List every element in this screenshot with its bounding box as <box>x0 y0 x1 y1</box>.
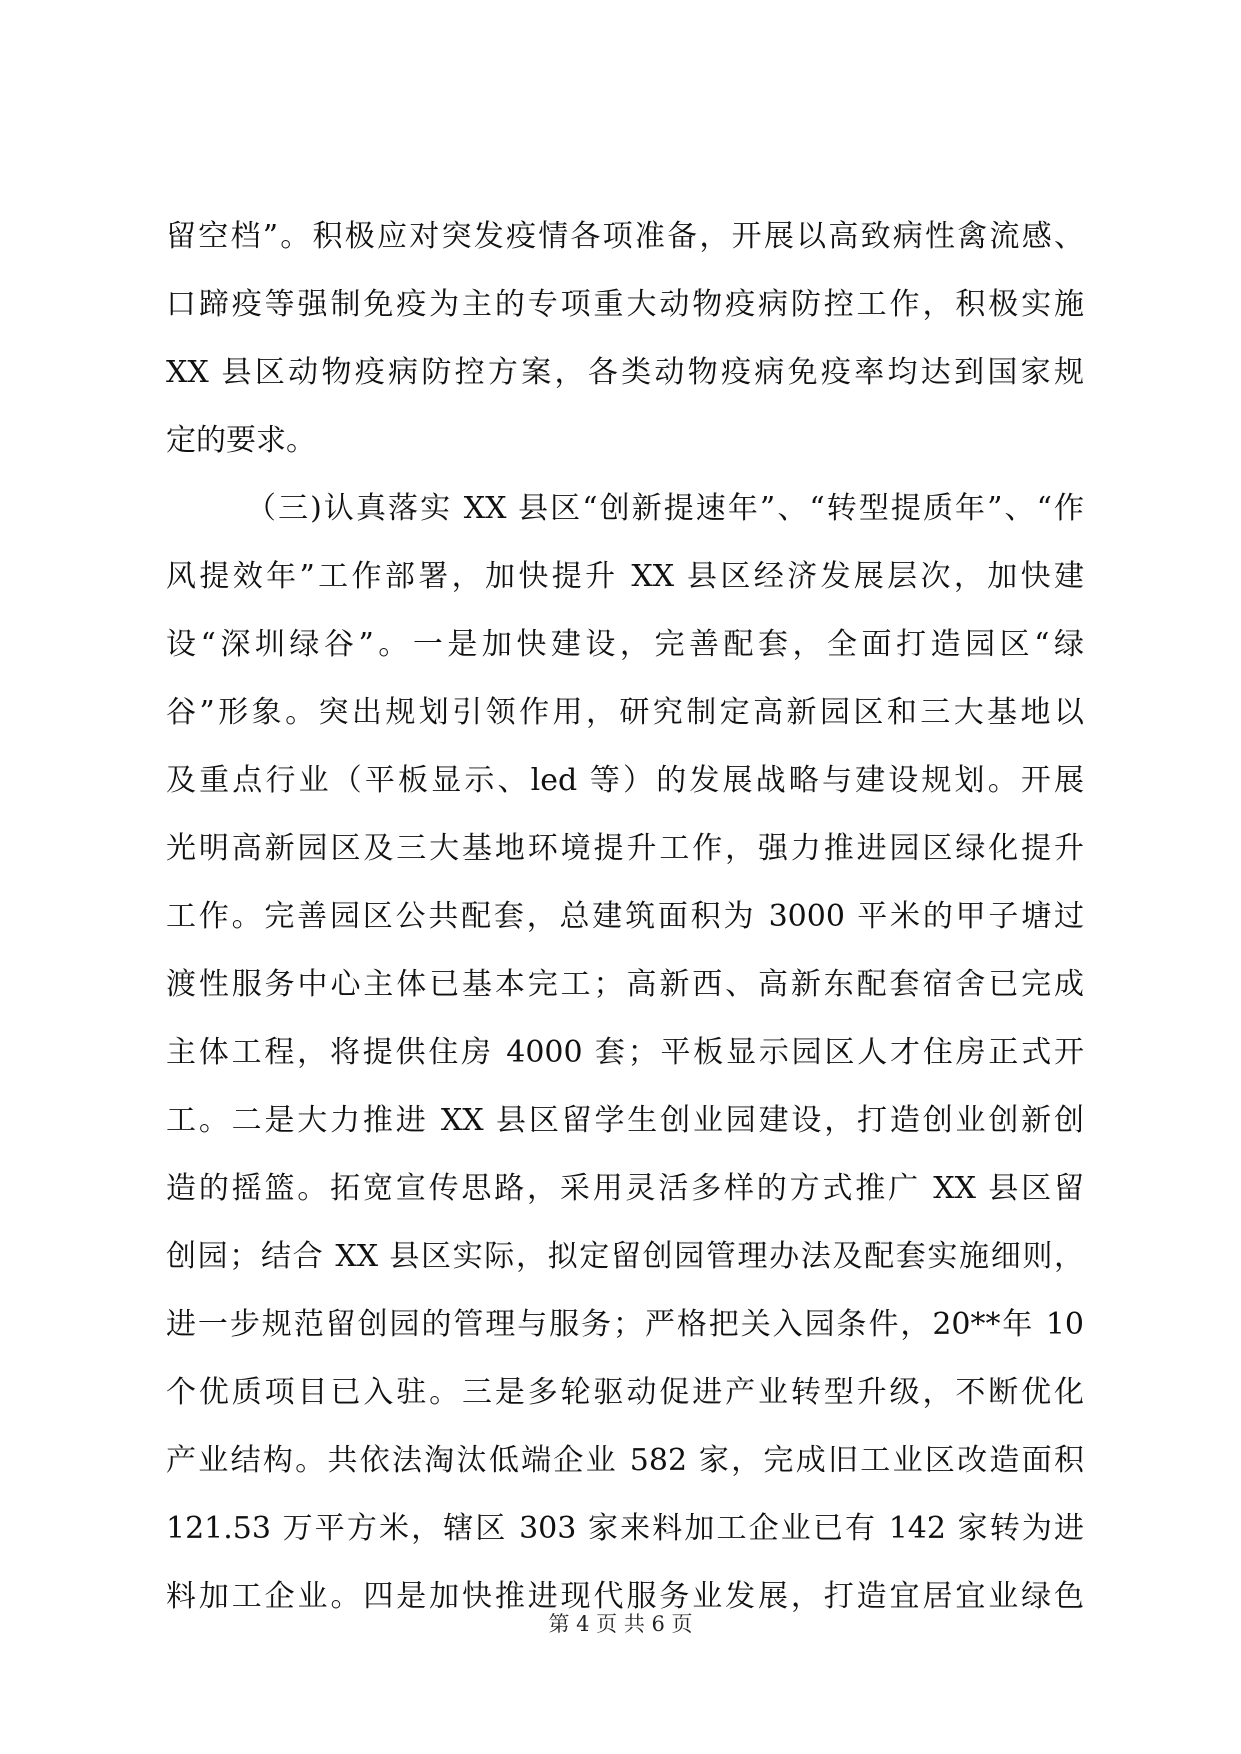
paragraph-1 <box>166 203 1084 475</box>
text-line: 光明高新园区及三大基地环境提升工作，强力推进园区绿化提升 <box>166 831 1084 866</box>
paragraph-2 <box>166 475 1084 1631</box>
text-line: 产业结构。共依法淘汰低端企业 582 家，完成旧工业区改造面积 <box>166 1443 1084 1478</box>
text-line: 个优质项目已入驻。三是多轮驱动促进产业转型升级，不断优化 <box>166 1375 1084 1410</box>
document-body <box>166 203 1084 1631</box>
text-line: 创园；结合 XX 县区实际，拟定留创园管理办法及配套实施细则， <box>166 1239 1084 1274</box>
text-line: 及重点行业（平板显示、led 等）的发展战略与建设规划。开展 <box>166 763 1084 798</box>
text-line: 谷”形象。突出规划引领作用，研究制定高新园区和三大基地以 <box>166 695 1084 730</box>
text-line: 渡性服务中心主体已基本完工；高新西、高新东配套宿舍已完成 <box>166 967 1084 1002</box>
text-line: 设“深圳绿谷”。一是加快建设，完善配套，全面打造园区“绿 <box>166 627 1084 662</box>
page-number-footer: 第 4 页 共 6 页 <box>548 1612 693 1636</box>
text-line: 料加工企业。四是加快推进现代服务业发展，打造宜居宜业绿色 <box>166 1579 1084 1614</box>
text-line: 留空档”。积极应对突发疫情各项准备，开展以高致病性禽流感、 <box>166 219 1084 254</box>
text-line: 121.53 万平方米，辖区 303 家来料加工企业已有 142 家转为进 <box>166 1511 1084 1546</box>
text-line: 定的要求。 <box>166 423 316 458</box>
text-line: 工作。完善园区公共配套，总建筑面积为 3000 平米的甲子塘过 <box>166 899 1084 934</box>
text-line: （三)认真落实 XX 县区“创新提速年”、“转型提质年”、“作 <box>246 491 1084 526</box>
text-line: 造的摇篮。拓宽宣传思路，采用灵活多样的方式推广 XX 县区留 <box>166 1171 1084 1206</box>
text-line: 进一步规范留创园的管理与服务；严格把关入园条件，20**年 10 <box>166 1307 1084 1342</box>
text-line: 工。二是大力推进 XX 县区留学生创业园建设，打造创业创新创 <box>166 1103 1084 1138</box>
text-line: 主体工程，将提供住房 4000 套；平板显示园区人才住房正式开 <box>166 1035 1084 1070</box>
text-line: 风提效年”工作部署，加快提升 XX 县区经济发展层次，加快建 <box>166 559 1084 594</box>
text-line: XX 县区动物疫病防控方案，各类动物疫病免疫率均达到国家规 <box>166 355 1084 390</box>
text-line: 口蹄疫等强制免疫为主的专项重大动物疫病防控工作，积极实施 <box>166 287 1084 322</box>
